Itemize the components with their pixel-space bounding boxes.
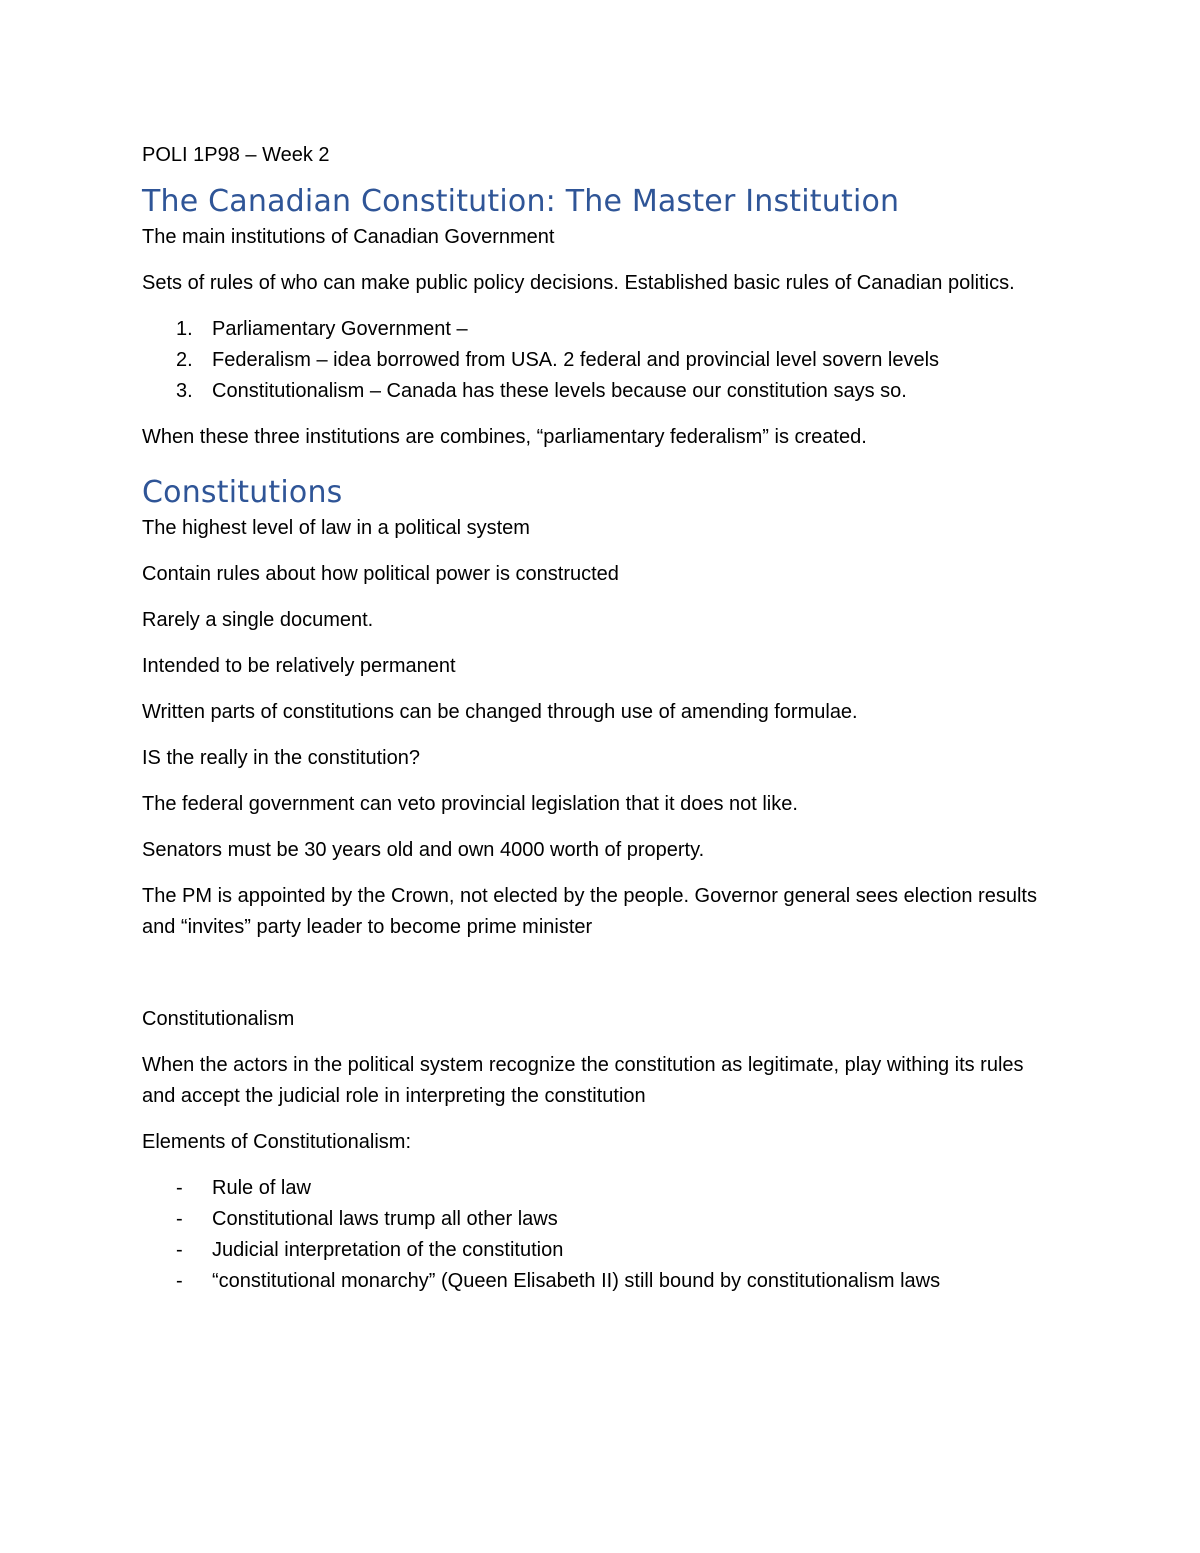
list-item-text: Federalism – idea borrowed from USA. 2 federal and provincial level sovern levels bbox=[212, 349, 940, 371]
list-item-text: Judicial interpretation of the constitution bbox=[212, 1239, 564, 1261]
dash-marker: - bbox=[176, 1177, 183, 1199]
list-item bbox=[142, 1266, 1062, 1297]
list-marker: 3. bbox=[176, 380, 193, 402]
rules-paragraph: Sets of rules of who can make public policy decisions. Established basic rules of Canadian politics. bbox=[142, 272, 1015, 294]
dash-marker: - bbox=[176, 1208, 183, 1230]
constitutionalism-title: Constitutionalism bbox=[142, 1008, 295, 1030]
elements-label: Elements of Constitutionalism: bbox=[142, 1131, 412, 1153]
constitutionalism-definition: When the actors in the political system recognize the constitution as legitimate, play withing its rules and accept the judicial role in interpreting the constitution bbox=[142, 1054, 1024, 1107]
paragraph: The PM is appointed by the Crown, not elected by the people. Governor general sees election results and “invites” party leader to become prime minister bbox=[142, 885, 1037, 938]
paragraph: Rarely a single document. bbox=[142, 609, 374, 631]
elements-list bbox=[142, 1173, 1062, 1297]
paragraph: Intended to be relatively permanent bbox=[142, 655, 456, 677]
list-item-text: “constitutional monarchy” (Queen Elisabeth II) still bound by constitutionalism laws bbox=[212, 1270, 941, 1292]
course-title: POLI 1P98 – Week 2 bbox=[142, 144, 330, 166]
list-item bbox=[142, 345, 1062, 376]
list-marker: 2. bbox=[176, 349, 193, 371]
paragraph: IS the really in the constitution? bbox=[142, 747, 420, 769]
list-item bbox=[142, 1173, 1062, 1204]
paragraph: Senators must be 30 years old and own 4000 worth of property. bbox=[142, 839, 705, 861]
list-item bbox=[142, 1235, 1062, 1266]
blank-spacer bbox=[142, 958, 1062, 1004]
dash-marker: - bbox=[176, 1270, 183, 1292]
list-item bbox=[142, 376, 1062, 407]
section-heading-master-institution: The Canadian Constitution: The Master Institution bbox=[142, 184, 900, 219]
paragraph: Contain rules about how political power is constructed bbox=[142, 563, 619, 585]
list-item-text: Constitutional laws trump all other laws bbox=[212, 1208, 558, 1230]
section-heading-constitutions: Constitutions bbox=[142, 475, 343, 510]
institutions-list bbox=[142, 314, 1062, 407]
list-item-text: Rule of law bbox=[212, 1177, 311, 1199]
list-marker: 1. bbox=[176, 318, 193, 340]
paragraph: The highest level of law in a political system bbox=[142, 517, 530, 539]
paragraph: The federal government can veto provincial legislation that it does not like. bbox=[142, 793, 798, 815]
list-item-text: Constitutionalism – Canada has these levels because our constitution says so. bbox=[212, 380, 907, 402]
list-item bbox=[142, 314, 1062, 345]
summary-paragraph: When these three institutions are combines, “parliamentary federalism” is created. bbox=[142, 426, 867, 448]
intro-paragraph: The main institutions of Canadian Government bbox=[142, 226, 555, 248]
paragraph: Written parts of constitutions can be changed through use of amending formulae. bbox=[142, 701, 858, 723]
document-page bbox=[142, 140, 1062, 1297]
list-item bbox=[142, 1204, 1062, 1235]
dash-marker: - bbox=[176, 1239, 183, 1261]
list-item-text: Parliamentary Government – bbox=[212, 318, 468, 340]
